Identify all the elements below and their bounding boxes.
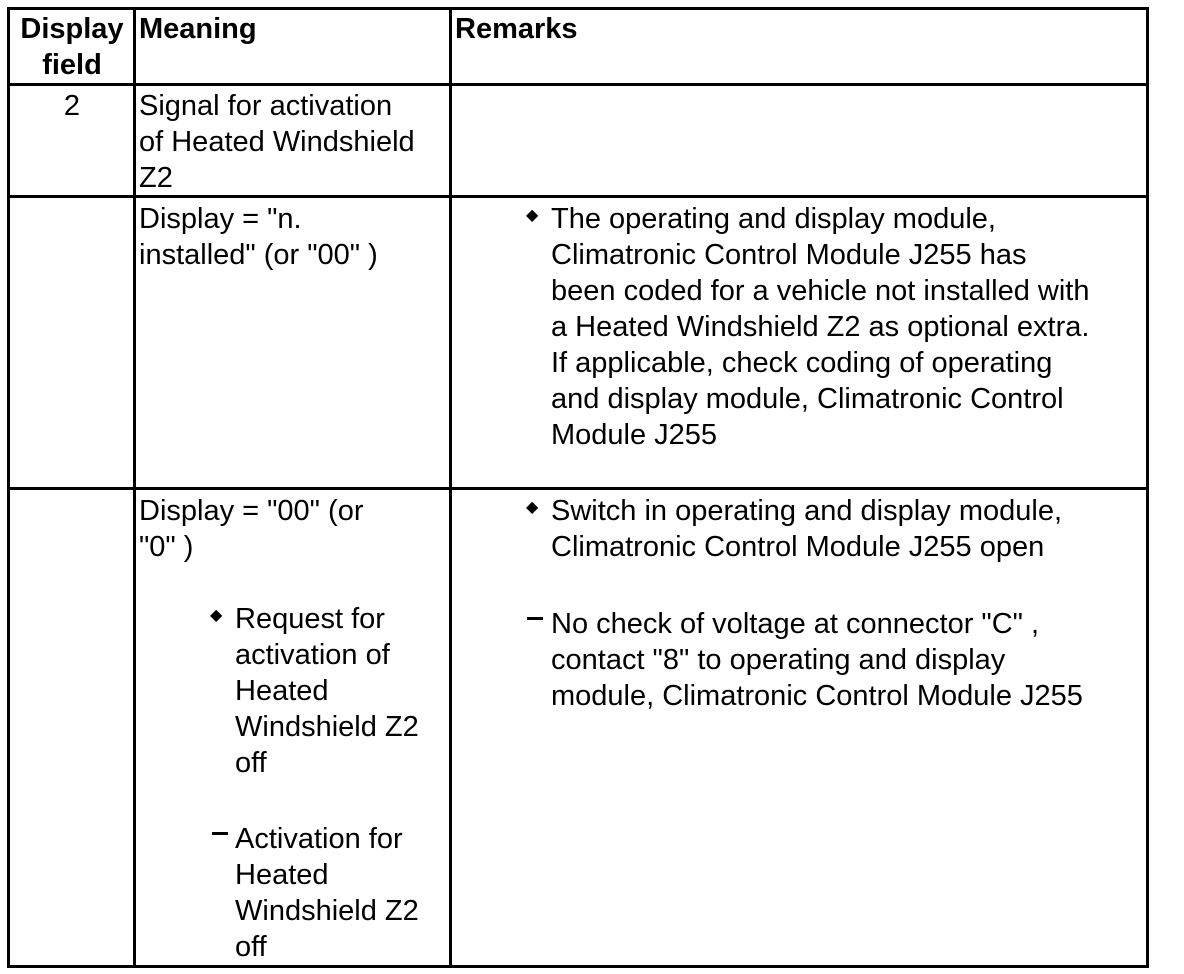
row3-sub-bullet-line: Heated — [235, 675, 329, 707]
row3-remark-bullet — [551, 493, 1062, 565]
table-divider-header — [7, 83, 1149, 86]
row3-sub-dash-line: Heated — [235, 859, 329, 891]
row3-meaning — [139, 493, 363, 565]
row3-sub-bullet — [235, 601, 419, 781]
row3-sub-dash-line: Windshield Z2 — [235, 895, 419, 927]
dash-icon — [527, 617, 543, 620]
row2-remark-line: The operating and display module, — [551, 203, 996, 235]
row3-meaning-line: Display = "00" (or — [139, 495, 364, 527]
row2-remark-line: been coded for a vehicle not installed with — [551, 275, 1090, 307]
diamond-bullet-icon: ◆ — [526, 499, 539, 516]
table-divider-row2 — [7, 487, 1149, 490]
table-border-bottom — [7, 965, 1149, 968]
header-meaning: Meaning — [139, 13, 257, 45]
row1-meaning-line: Z2 — [139, 162, 173, 194]
row2-remark-line: Climatronic Control Module J255 has — [551, 239, 1027, 271]
row1-display-field: 2 — [63, 90, 81, 122]
row3-remark-dash-line: module, Climatronic Control Module J255 — [551, 680, 1083, 712]
row3-sub-bullet-line: Request for — [235, 603, 385, 635]
row3-sub-bullet-line: off — [235, 747, 267, 779]
header-display-field-line1: Display — [20, 13, 124, 45]
row2-remark-line: a Heated Windshield Z2 as optional extra. — [551, 311, 1090, 343]
row2-remark-line: If applicable, check coding of operating — [551, 347, 1053, 379]
row1-meaning — [139, 88, 415, 196]
row3-sub-dash — [235, 821, 419, 965]
header-display-field — [10, 11, 134, 83]
row3-remark-bullet-line: Climatronic Control Module J255 open — [551, 531, 1045, 563]
row3-sub-bullet-line: activation of — [235, 639, 390, 671]
row2-meaning-line: Display = "n. — [139, 203, 302, 235]
row3-meaning-line: "0" ) — [139, 531, 194, 563]
row2-remark — [551, 201, 1089, 453]
row3-remark-dash — [551, 606, 1083, 714]
row3-remark-dash-line: No check of voltage at connector "C" , — [551, 608, 1040, 640]
row3-remark-dash-line: contact "8" to operating and display — [551, 644, 1006, 676]
row2-meaning-line: installed" (or "00" ) — [139, 239, 378, 271]
row2-remark-line: Module J255 — [551, 419, 718, 451]
row1-meaning-line: Signal for activation — [139, 90, 393, 122]
row3-remark-bullet-line: Switch in operating and display module, — [551, 495, 1063, 527]
row2-meaning — [139, 201, 378, 273]
row3-sub-dash-line: off — [235, 931, 267, 963]
diamond-bullet-icon: ◆ — [210, 607, 223, 624]
row3-sub-dash-line: Activation for — [235, 823, 403, 855]
dash-icon — [212, 832, 228, 835]
row3-sub-bullet-line: Windshield Z2 — [235, 711, 419, 743]
row2-remark-line: and display module, Climatronic Control — [551, 383, 1064, 415]
row1-meaning-line: of Heated Windshield — [139, 126, 415, 158]
diamond-bullet-icon: ◆ — [526, 207, 539, 224]
header-remarks: Remarks — [455, 13, 578, 45]
table-border-top — [7, 7, 1149, 10]
header-display-field-line2: field — [42, 49, 102, 81]
